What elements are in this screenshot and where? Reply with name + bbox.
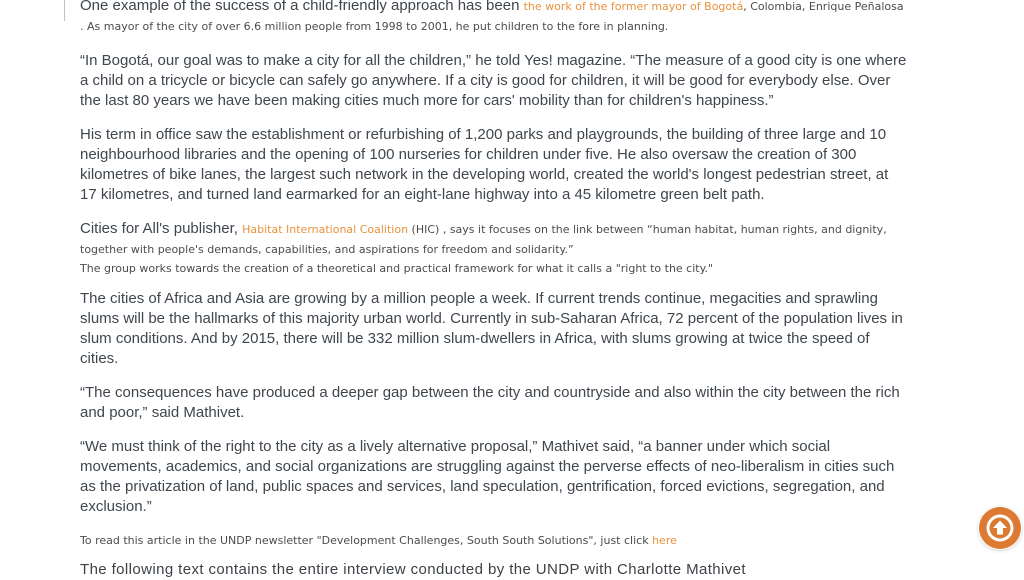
text-run: The group works towards the creation of a theoretical and practical framework for what it calls a "right to the city." [80, 262, 714, 275]
article [80, 0, 907, 580]
paragraph [80, 531, 907, 551]
article-paragraphs [80, 0, 907, 551]
text-run: , Colombia, Enrique Peñalosa . As mayor of the city of over 6.6 million people from 1998 to 2001, he put children to the fore in planning. [80, 0, 904, 33]
text-run: (HIC) , says it focuses on the link between “human habitat, human rights, and dignity, together with people's demands, capabilities, and aspirations for freedom and solidarity.” [80, 223, 887, 256]
text-run: The cities of Africa and Asia are growing by a million people a week. If current trends continue, megacities and sprawling slums will be the hallmarks of this majority urban world. Currently in sub-Saharan Africa, 72 percent of the population lives in slum conditions. And by 2015, there will be 332 million slum-dwellers in Africa, with slums growing at twice the speed of cities. [80, 290, 903, 367]
text-run: Cities for All's publisher, [80, 220, 243, 237]
text-run: “The consequences have produced a deeper gap between the city and countryside and also within the city between the rich and poor,” said Mathivet. [80, 384, 900, 421]
scroll-to-top-button[interactable] [978, 506, 1022, 550]
text-run: His term in office saw the establishment or refurbishing of 1,200 parks and playgrounds, the building of three large and 10 neighbourhood libraries and the opening of 100 nurseries for children under five. He also oversaw the creation of 300 kilometres of bike lanes, the largest such network in the developing world, created the world's longest pedestrian street, at 17 kilometres, and turned land earmarked for an eight-lane highway into a 45 kilometre green belt path. [80, 126, 889, 203]
link-habitat-international-coalition[interactable]: Habitat International Coalition [242, 223, 409, 236]
paragraph [80, 0, 907, 37]
text-run: “We must think of the right to the city as a lively alternative proposal,” Mathivet said, “a banner under which social movements, academics, and social organizations are struggling against the perverse effects of neo-liberalism in cities such as the privatization of land, public spaces and services, land speculation, gentrification, forced evictions, segregation, and exclusion.” [80, 438, 895, 515]
paragraph [80, 383, 907, 423]
left-border-fragment [64, 0, 65, 21]
text-run: “In Bogotá, our goal was to make a city for all the children,” he told Yes! magazine. “The measure of a good city is one where a child on a tricycle or bicycle can safely go anywhere. If a city is good for children, it will be good for everybody else. Over the last 80 years we have been making cities much more for cars' mobility than for children's happiness.” [80, 52, 907, 109]
paragraph [80, 51, 907, 111]
paragraph [80, 437, 907, 517]
closing-line: The following text contains the entire interview conducted by the UNDP with Charlotte Mathivet [80, 561, 746, 578]
text-run: One example of the success of a child-friendly approach has been [80, 0, 524, 14]
link-here[interactable]: here [652, 534, 677, 547]
paragraph [80, 289, 907, 369]
paragraph [80, 259, 907, 279]
paragraph [80, 219, 907, 260]
arrow-up-circle-icon [978, 506, 1022, 550]
text-run: To read this article in the UNDP newsletter "Development Challenges, South South Solutions", just click [80, 534, 653, 547]
link-former-mayor-of-bogota[interactable]: the work of the former mayor of Bogotá [523, 0, 744, 13]
paragraph [80, 125, 907, 205]
